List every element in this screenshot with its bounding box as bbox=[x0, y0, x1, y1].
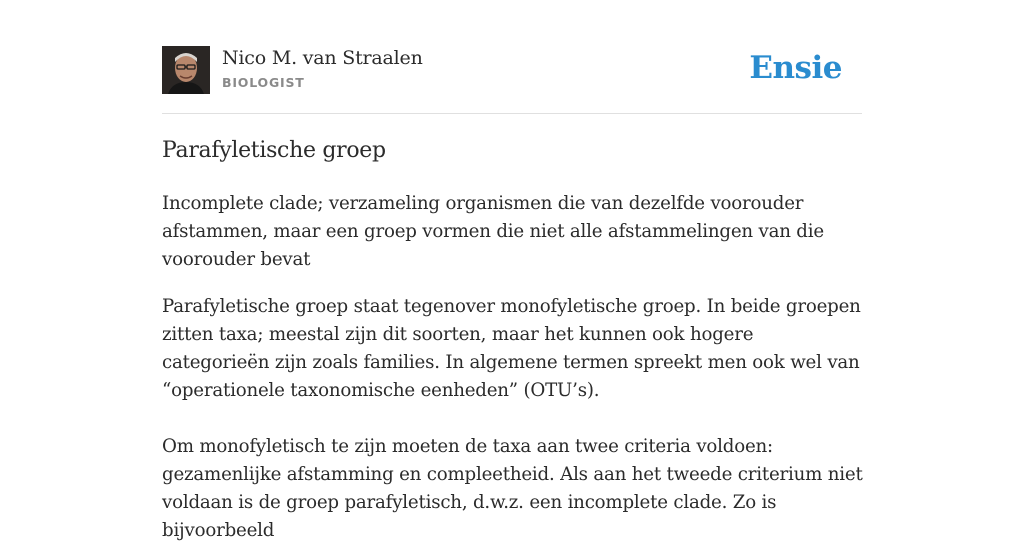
body-paragraph: Parafyletische groep staat tegenover monofyletische groep. In beide groepen zitten taxa; meestal zijn dit soorten, maar het kunnen ook hogere categorieën zijn zoals families. In algemene termen spreekt men ook wel van “operationele taxonomische eenheden” (OTU’s). bbox=[162, 296, 861, 401]
definition-text: Incomplete clade; verzameling organismen die van dezelfde voorouder afstammen, maar een groep vormen die niet alle afstammelingen van die voorouder bevat bbox=[162, 193, 824, 270]
author-role: BIOLOGIST bbox=[222, 75, 305, 90]
author-header bbox=[162, 46, 862, 96]
page-title: Parafyletische groep bbox=[162, 138, 386, 163]
author-portrait-icon bbox=[162, 46, 210, 94]
author-name[interactable]: Nico M. van Straalen bbox=[222, 47, 423, 69]
article-body bbox=[162, 293, 864, 545]
header-divider bbox=[162, 113, 862, 114]
avatar[interactable] bbox=[162, 46, 210, 94]
body-paragraph: Om monofyletisch te zijn moeten de taxa aan twee criteria voldoen: gezamenlijke afstamming en compleetheid. Als aan het tweede criterium niet voldaan is de groep parafyletisch, d.w.z. een incomplete clade. Zo is bijvoorbeeld bbox=[162, 436, 863, 541]
brand-logo[interactable]: Ensie bbox=[749, 50, 842, 86]
